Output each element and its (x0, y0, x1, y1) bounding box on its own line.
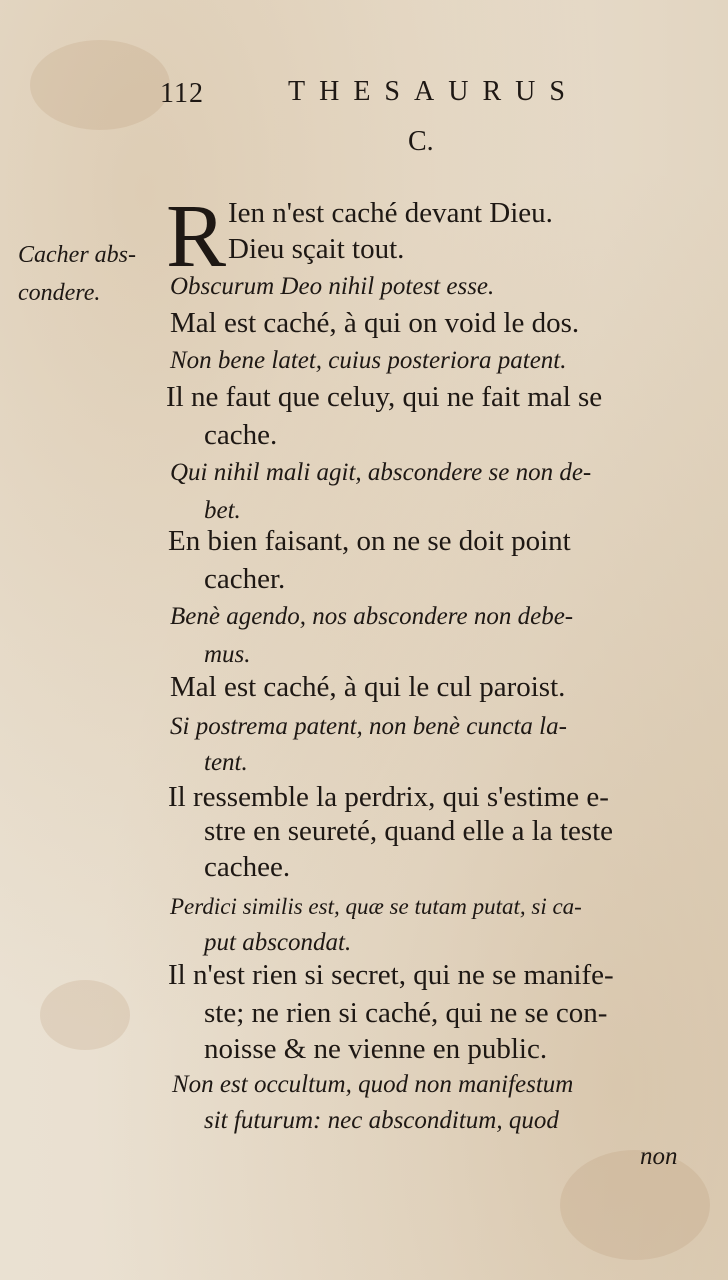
text-line-french: Ien n'est caché devant Dieu. (228, 197, 553, 229)
catchword: non (640, 1143, 678, 1170)
text-line-french: noisse & ne vienne en public. (204, 1033, 548, 1065)
drop-cap: R (166, 187, 227, 286)
text-line-latin: Benè agendo, nos abscondere non debe- (170, 603, 574, 630)
text-line-french: Dieu sçait tout. (228, 233, 405, 265)
text-line-latin: Obscurum Deo nihil potest esse. (170, 273, 495, 300)
text-line-french: cachee. (204, 851, 291, 883)
paper-stain (560, 1150, 710, 1260)
page-header (160, 74, 600, 114)
text-line-french: cache. (204, 419, 278, 451)
text-line-french: Mal est caché, à qui on void le dos. (170, 307, 580, 339)
text-line-latin: put abscondat. (204, 929, 352, 956)
text-line-french: cacher. (204, 563, 286, 595)
text-line-french: Il n'est rien si secret, qui ne se manife- (168, 959, 614, 991)
text-line-latin: sit futurum: nec absconditum, quod (204, 1107, 559, 1134)
text-line-french: Il ressemble la perdrix, qui s'estime e- (168, 781, 609, 813)
text-line-french: Il ne faut que celuy, qui ne fait mal se (166, 381, 603, 413)
text-line-latin: Non bene latet, cuius posteriora patent. (170, 347, 567, 374)
text-line-latin: Non est occultum, quod non manifestum (172, 1071, 574, 1098)
text-line-french: ste; ne rien si caché, qui ne se con- (204, 997, 608, 1029)
text-line-latin: bet. (204, 497, 241, 524)
paper-stain (40, 980, 130, 1050)
running-title: THESAURUS (288, 76, 579, 107)
text-line-latin: tent. (204, 749, 248, 776)
text-line-french: Mal est caché, à qui le cul paroist. (170, 671, 566, 703)
text-line-french: En bien faisant, on ne se doit point (168, 525, 571, 557)
paper-stain (30, 40, 170, 130)
text-line-french: stre en seureté, quand elle a la teste (204, 815, 614, 847)
text-line-latin: Perdici similis est, quæ se tutam putat, si ca- (170, 894, 582, 919)
text-line-latin: mus. (204, 641, 251, 668)
margin-note-line: Cacher abs- (18, 242, 136, 268)
margin-note (18, 236, 163, 312)
section-letter: C. (408, 126, 434, 157)
text-line-latin: Qui nihil mali agit, abscondere se non de- (170, 459, 592, 486)
page-number: 112 (160, 78, 204, 109)
margin-note-line: condere. (18, 280, 101, 306)
text-line-latin: Si postrema patent, non benè cuncta la- (170, 713, 567, 740)
